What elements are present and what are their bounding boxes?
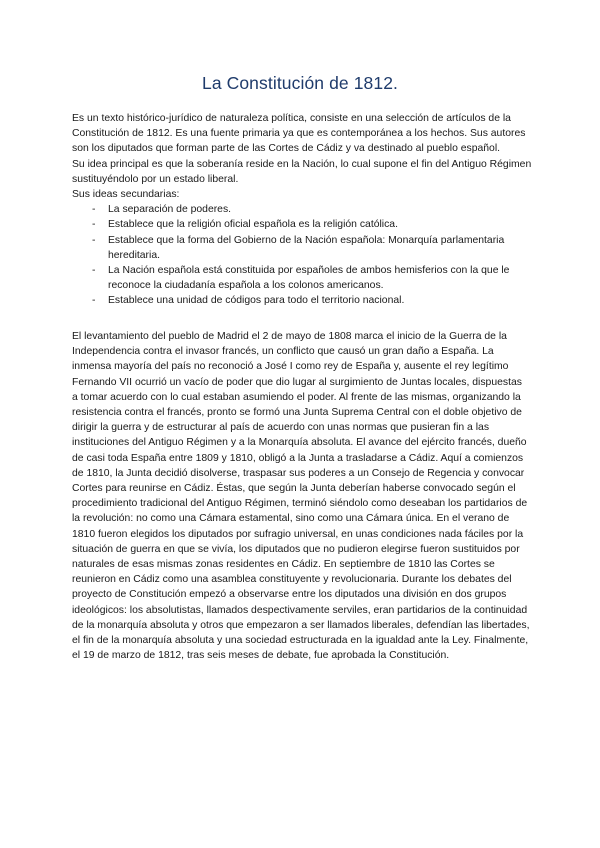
intro-paragraph: Es un texto histórico-jurídico de naturaleza política, consiste en una selección de artículos de la Constitución de 1812. Es una fuente primaria ya que es contemporánea a los hechos. Sus autores son los diputados que forman parte de las Cortes de Cádiz y va destinado al pueblo español.: [72, 113, 526, 155]
bullet-marker: -: [92, 295, 96, 307]
list-item-text: La separación de poderes.: [108, 204, 232, 216]
list-item: [72, 202, 532, 217]
list-item: [72, 263, 532, 293]
bullet-marker: -: [92, 204, 96, 216]
secondary-ideas-heading: Sus ideas secundarias:: [72, 189, 180, 201]
list-item: [72, 217, 532, 232]
bullet-marker: -: [92, 219, 96, 231]
main-idea-paragraph: Su idea principal es que la soberanía reside en la Nación, lo cual supone el fin del Antiguo Régimen sustituyéndolo por un estado liberal.: [72, 158, 532, 185]
bullet-marker: -: [92, 265, 96, 277]
bullet-marker: -: [92, 234, 96, 246]
list-item-text: Establece una unidad de códigos para todo el territorio nacional.: [108, 295, 405, 307]
list-item: [72, 293, 532, 308]
historical-context-paragraph: El levantamiento del pueblo de Madrid el 2 de mayo de 1808 marca el inicio de la Guerra de la Independencia contra el invasor francés, un conflicto que causó un gran daño a España. La inmensa mayoría del país no reconoció a José I como rey de España y, ausente el rey legítimo Fernando VII ocurrió un vacío de poder que dio lugar al surgimiento de Juntas locales, dispuestas a tomar acuerdo con lo cual estaban asumiendo el poder. Al frente de las mismas, organizando la resistencia contra el francés, pronto se formó una Junta Suprema Central con el doble objetivo de dirigir la guerra y de estructurar al país de acuerdo con unas normas que pusieran fin a las instituciones del Antiguo Régimen y a la Monarquía absoluta. El avance del ejército francés, dueño de casi toda España entre 1809 y 1810, obligó a la Junta a trasladarse a Cádiz. Aquí a comienzos de 1810, la Junta decidió disolverse, traspasar sus poderes a un Consejo de Regencia y convocar Cortes para reunirse en Cádiz. Éstas, que según la Junta deberían haberse convocado según el procedimiento tradicional del Antiguo Régimen, terminó siéndolo como deseaban los partidarios de la revolución: no como una Cámara estamental, sino como una Cámara única. En el verano de 1810 fueron elegidos los diputados por sufragio universal, en unas condiciones nada fáciles por la situación de guerra en que se vivía, los diputados que no pudieron elegirse fueron sustituidos por naturales de esas mismas zonas residentes en Cádiz. En septiembre de 1810 las Cortes se reunieron en Cádiz como una asamblea constituyente y revolucionaria. Durante los debates del proyecto de Constitución empezó a observarse entre los diputados una división en dos grupos ideológicos: los absolutistas, llamados despectivamente serviles, eran partidarios de la continuidad de la monarquía absoluta y otros que empezaron a ser llamados liberales, defendían las libertades, el fin de la monarquía absoluta y una sociedad estructurada en la igualdad ante la Ley. Finalmente, el 19 de marzo de 1812, tras seis meses de debate, fue aprobada la Constitución.: [72, 331, 530, 662]
secondary-ideas-list: [72, 202, 532, 308]
list-item: [72, 233, 532, 263]
list-item-text: La Nación española está constituida por españoles de ambos hemisferios con la que le reconoce la ciudadanía española a los colonos americanos.: [108, 265, 510, 292]
intro-section: [72, 111, 532, 309]
page-title: La Constitución de 1812.: [201, 73, 398, 93]
list-item-text: Establece que la religión oficial española es la religión católica.: [108, 219, 398, 231]
list-item-text: Establece que la forma del Gobierno de la Nación española: Monarquía parlamentaria hereditaria.: [108, 234, 505, 261]
